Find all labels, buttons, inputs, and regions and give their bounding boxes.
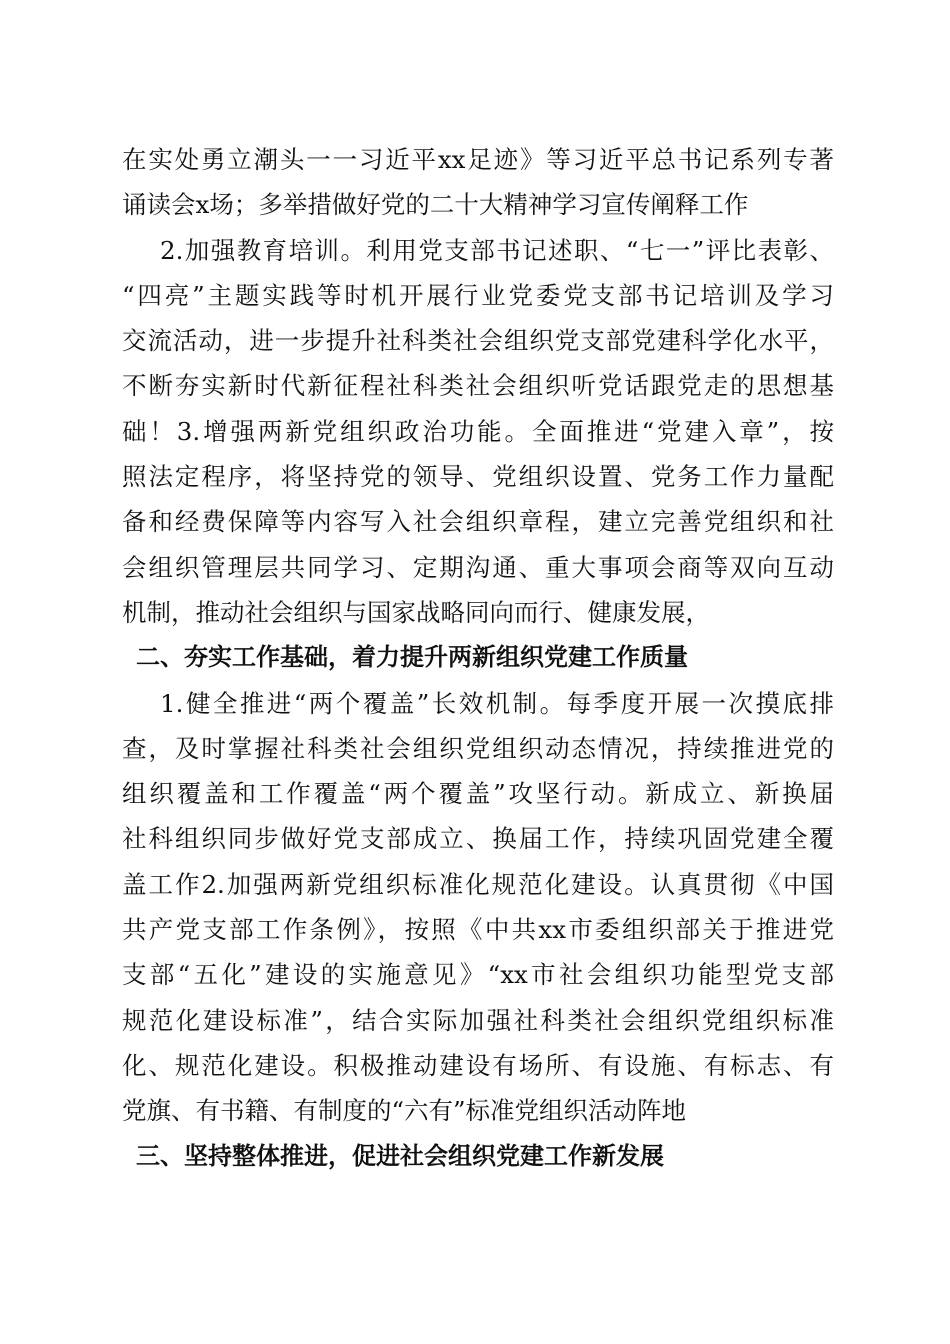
paragraph-line: 组织覆盖和工作覆盖“两个覆盖”攻坚行动。新成立、新换届 — [122, 779, 834, 809]
paragraph-line: 交流活动，进一步提升社科类社会组织党支部党建科学化水平， — [122, 326, 834, 356]
paragraph-line: 照法定程序，将坚持党的领导、党组织设置、党务工作力量配 — [122, 462, 834, 492]
paragraph-line: 规范化建设标准”，结合实际加强社科类社会组织党组织标准 — [122, 1005, 834, 1035]
paragraph-line: 备和经费保障等内容写入社会组织章程，建立完善党组织和社 — [122, 507, 834, 537]
paragraph-line: 在实处勇立潮头一一习近平xx足迹》等习近平总书记系列专著 — [122, 145, 834, 174]
paragraph-line: 共产党支部工作条例》，按照《中共xx市委组织部关于推进党 — [122, 915, 834, 945]
paragraph-line: 诵读会x场；多举措做好党的二十大精神学习宣传阐释工作 — [122, 190, 749, 220]
section-heading-3: 三、坚持整体推进，促进社会组织党建工作新发展 — [136, 1141, 664, 1170]
paragraph-line: 查，及时掌握社科类社会组织党组织动态情况，持续推进党的 — [122, 733, 834, 763]
paragraph-line: 盖工作2.加强两新党组织标准化规范化建设。认真贯彻《中国 — [122, 869, 834, 899]
paragraph-line: 不断夯实新时代新征程社科类社会组织听党话跟党走的思想基 — [122, 371, 834, 401]
paragraph-line: 支部“五化”建设的实施意见》“xx市社会组织功能型党支部 — [122, 960, 834, 990]
paragraph-line: 础！3.增强两新党组织政治功能。全面推进“党建入章”，按 — [122, 416, 834, 446]
paragraph-line: 机制，推动社会组织与国家战略同向而行、健康发展， — [122, 597, 710, 627]
paragraph-line: “四亮”主题实践等时机开展行业党委党支部书记培训及学习 — [122, 280, 834, 310]
paragraph-line: 1.健全推进“两个覆盖”长效机制。每季度开展一次摸底排 — [160, 688, 834, 718]
document-body — [122, 137, 834, 1179]
paragraph-line: 党旗、有书籍、有制度的“六有”标准党组织活动阵地 — [122, 1096, 687, 1126]
section-heading-2: 二、夯实工作基础，着力提升两新组织党建工作质量 — [136, 643, 688, 672]
paragraph-line: 社科组织同步做好党支部成立、换届工作，持续巩固党建全覆 — [122, 824, 834, 854]
paragraph-line: 会组织管理层共同学习、定期沟通、重大事项会商等双向互动 — [122, 552, 834, 582]
paragraph-line: 2.加强教育培训。利用党支部书记述职、“七一”评比表彰、 — [160, 235, 834, 265]
paragraph-line: 化、规范化建设。积极推动建设有场所、有设施、有标志、有 — [122, 1050, 834, 1080]
